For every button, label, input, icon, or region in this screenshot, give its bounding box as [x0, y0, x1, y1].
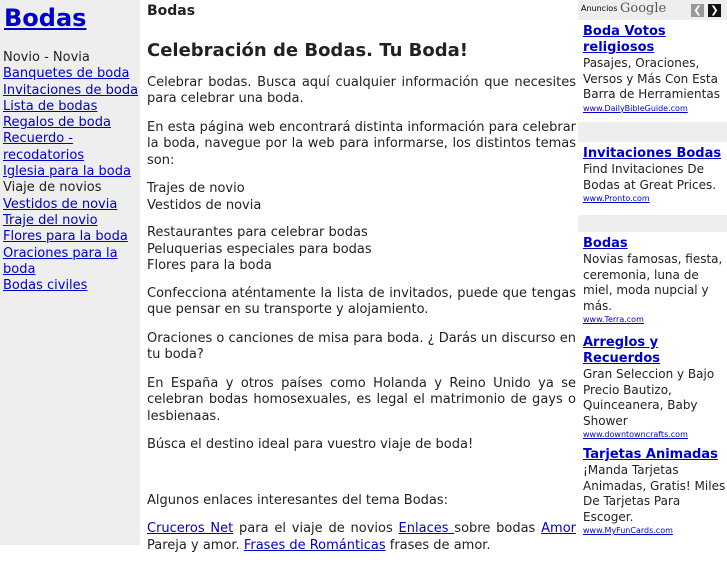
ads-header	[578, 0, 727, 20]
links-text: sobre bodas	[454, 521, 542, 536]
ad-title[interactable]: Boda Votos religiosos	[583, 24, 666, 55]
ads-panel	[578, 0, 727, 545]
ad-url[interactable]: www.MyFunCards.com	[583, 526, 673, 535]
ad-url[interactable]: www.Terra.com	[583, 315, 644, 324]
ad-title[interactable]: Invitaciones Bodas	[583, 146, 722, 161]
same-sex-paragraph: En España y otros países como Holanda y Reino Unido ya se celebran bodas homosexuales, es legal el matrimonio de gays o lesbienaas.	[147, 375, 576, 424]
honeymoon-paragraph: Búsca el destino ideal para vuestro viaje de boda!	[147, 437, 474, 452]
sidebar-item-civiles[interactable]: Bodas civiles	[3, 278, 88, 294]
sidebar-item-recuerdo[interactable]: Recuerdo - recodatorios	[3, 131, 85, 163]
sidebar-item-novio-novia: Novio - Novia	[3, 50, 90, 65]
clothing-list	[147, 181, 576, 214]
links-intro: Algunos enlaces interesantes del tema Bodas:	[147, 492, 449, 508]
ad-title[interactable]: Arreglos y Recuerdos	[583, 335, 660, 366]
sidebar-item-viaje: Viaje de novios	[3, 180, 102, 196]
ad-url[interactable]: www.DailyBibleGuide.com	[583, 103, 688, 113]
links-paragraph	[147, 521, 576, 554]
sidebar-item-iglesia[interactable]: Iglesia para la boda	[3, 164, 131, 180]
ad-text: Pasajes, Oraciones, Versos y Más Con Esta Barra de Herramientas	[583, 56, 720, 101]
site-title-link[interactable]: Bodas	[4, 4, 87, 32]
sidebar-item-regalos[interactable]: Regalos de boda	[3, 115, 111, 131]
ad-title[interactable]: Bodas	[583, 236, 628, 251]
ad-item[interactable]	[578, 331, 727, 444]
main-content	[147, 0, 576, 566]
list-item: Flores para la boda	[147, 258, 272, 273]
sidebar-item-banquetes[interactable]: Banquetes de boda	[3, 66, 130, 82]
ad-title[interactable]: Tarjetas Animadas	[583, 447, 718, 462]
list-item: Peluquerias especiales para bodas	[147, 241, 372, 257]
frases-link[interactable]: Frases de Románticas	[243, 537, 386, 553]
list-item: Trajes de novio	[147, 181, 245, 196]
links-text: para el viaje de novios	[233, 521, 399, 536]
breadcrumb: Bodas	[147, 3, 196, 19]
cruceros-link[interactable]: Cruceros Net	[147, 521, 234, 536]
ad-text: Novias famosas, fiesta, ceremonia, luna de miel, moda nupcial y más.	[583, 252, 723, 313]
sidebar-item-flores[interactable]: Flores para la boda	[3, 229, 128, 245]
list-item: Vestidos de novia	[147, 197, 262, 213]
sidebar-item-traje[interactable]: Traje del novio	[3, 212, 98, 228]
list-item: Restaurantes para celebrar bodas	[147, 225, 368, 240]
ad-text: Find Invitaciones De Bodas at Great Prices.	[583, 162, 717, 192]
enlaces-link[interactable]: Enlaces	[398, 521, 455, 536]
ad-url[interactable]: www.downtowncrafts.com	[583, 430, 688, 439]
ad-url[interactable]: www.Pronto.com	[583, 194, 650, 203]
chevron-right-icon[interactable]: ❯	[708, 4, 721, 17]
prayers-paragraph: Oraciones o canciones de misa para boda. ¿ Darás un discurso en tu boda?	[147, 330, 576, 362]
google-logo: Google	[620, 1, 667, 16]
links-text: Pareja y amor.	[147, 537, 244, 553]
amor-link[interactable]: Amor	[541, 521, 576, 536]
topics-paragraph: En esta página web encontrará distinta información para celebrar la boda, navegue por la web para informarse, los distintos temas son:	[147, 119, 576, 168]
sidebar-item-vestidos[interactable]: Vestidos de novia	[3, 196, 118, 212]
ad-text: ¡Manda Tarjetas Animadas, Gratis! Miles De Tarjetas Para Escoger.	[583, 463, 726, 524]
ad-text: Gran Seleccion y Bajo Precio Bautizo, Quinceanera, Baby Shower	[583, 367, 715, 428]
ad-item[interactable]	[578, 20, 727, 122]
intro-paragraph: Celebrar bodas. Busca aquí cualquier información que necesites para celebrar una boda.	[147, 74, 576, 106]
sidebar-nav	[0, 50, 140, 294]
ads-by-label: Anuncios	[581, 4, 618, 13]
chevron-left-icon[interactable]: ❮	[691, 4, 704, 17]
ad-item[interactable]	[578, 443, 727, 545]
services-list	[147, 225, 576, 275]
page-title: Celebración de Bodas. Tu Boda!	[147, 39, 468, 61]
ad-item[interactable]	[578, 232, 727, 332]
sidebar-item-lista[interactable]: Lista de bodas	[3, 98, 98, 114]
sidebar-item-invitaciones[interactable]: Invitaciones de boda	[3, 82, 139, 98]
left-sidebar	[0, 0, 140, 545]
guests-paragraph: Confecciona aténtamente la lista de invitados, puede que tengas que pensar en su transporte y alojamiento.	[147, 285, 576, 317]
sidebar-item-oraciones[interactable]: Oraciones para la boda	[3, 245, 118, 277]
ad-item[interactable]	[578, 142, 727, 215]
links-text: frases de amor.	[385, 537, 491, 553]
